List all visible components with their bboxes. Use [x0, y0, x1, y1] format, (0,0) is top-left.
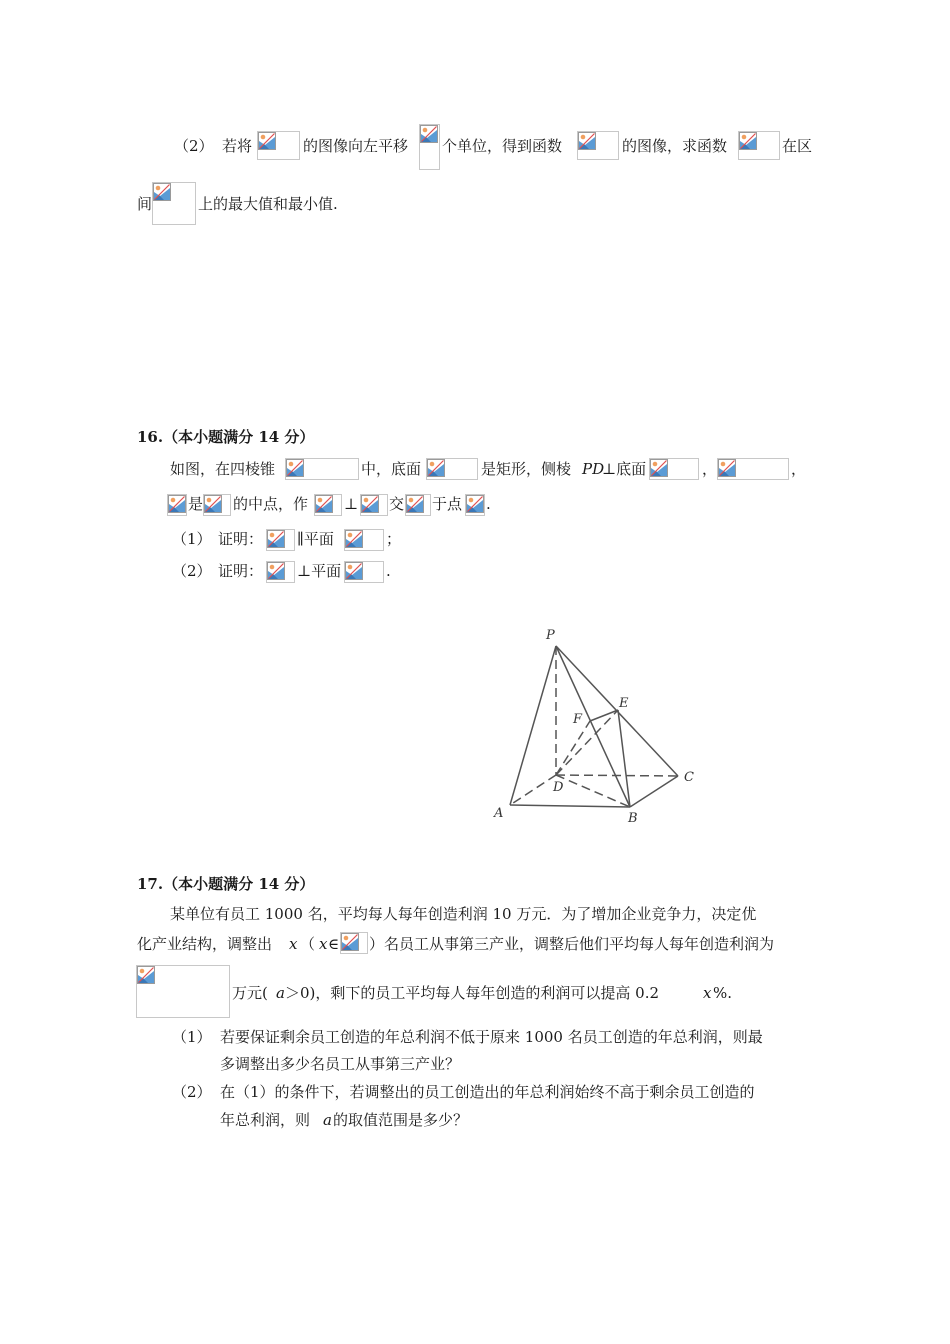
formula-image	[577, 131, 619, 160]
q16-text: ∥平面	[297, 530, 334, 548]
q17-title: 17.（本小题满分 14 分）	[137, 875, 315, 893]
q17-text: ）名员工从事第三产业，调整后他们平均每人每年创造利润为	[369, 935, 775, 953]
q17-text: （	[300, 935, 316, 953]
q16-text: ，	[702, 460, 718, 478]
edge-ab	[510, 805, 630, 807]
q17-text: ＞0)，剩下的员工平均每人每年创造的利润可以提高 0.2	[285, 984, 660, 1002]
q17-part1-label: （1）	[172, 1028, 212, 1046]
formula-image	[266, 561, 295, 583]
broken-image-icon	[345, 530, 363, 548]
broken-image-icon	[267, 530, 285, 548]
q16-text: .	[386, 562, 391, 580]
formula-image	[340, 932, 368, 954]
q17-text: 年总利润，则	[220, 1111, 311, 1129]
formula-image	[465, 494, 485, 516]
q17-line1: 某单位有员工 1000 名，平均每人每年创造利润 10 万元．为了增加企业竞争力，决定优	[170, 905, 757, 923]
broken-image-icon	[267, 562, 285, 580]
q16-pd: PD	[582, 460, 605, 478]
broken-image-icon	[420, 125, 438, 143]
q15-text: 的图像，求函数	[622, 137, 728, 155]
broken-image-icon	[341, 933, 359, 951]
q16-text: 是	[188, 495, 204, 513]
q17-var-x: x	[703, 984, 712, 1002]
broken-image-icon	[466, 495, 484, 513]
q16-text: ⊥	[344, 495, 359, 513]
broken-image-icon	[168, 495, 186, 513]
q17-var-a: a	[276, 984, 285, 1002]
formula-image	[344, 561, 384, 583]
q17-var-x: x	[289, 935, 298, 953]
label-e: E	[619, 696, 629, 711]
broken-image-icon	[650, 459, 668, 477]
formula-image	[285, 458, 359, 480]
q16-text: 交	[389, 495, 405, 513]
q17-var-x: x	[319, 935, 328, 953]
label-c: C	[684, 770, 694, 785]
q15-text: 在区	[782, 137, 813, 155]
formula-image	[136, 965, 230, 1018]
edge-db	[556, 775, 630, 807]
formula-image	[360, 494, 388, 516]
q16-text: 的中点，作	[233, 495, 309, 513]
label-p: P	[546, 628, 555, 643]
broken-image-icon	[739, 132, 757, 150]
edge-dc	[556, 775, 678, 776]
q16-text: 证明：	[218, 562, 264, 580]
pyramid-figure	[480, 618, 710, 833]
edge-ef	[590, 710, 618, 721]
q17-text: 在（1）的条件下，若调整出的员工创造出的年总利润始终不高于剩余员工创造的	[220, 1083, 755, 1101]
q16-text: 是矩形，侧棱	[481, 460, 572, 478]
q15-text: 上的最大值和最小值.	[198, 195, 338, 213]
q16-text: 中，底面	[361, 460, 422, 478]
broken-image-icon	[427, 459, 445, 477]
edge-pb	[556, 646, 630, 807]
q15-text: 的图像向左平移	[303, 137, 409, 155]
q16-part1-label: （1）	[172, 530, 212, 548]
label-a: A	[494, 806, 504, 821]
label-b: B	[628, 811, 638, 826]
formula-image	[266, 529, 295, 551]
broken-image-icon	[406, 495, 424, 513]
edge-df	[556, 721, 590, 775]
formula-image	[203, 494, 231, 516]
q16-text: 证明：	[218, 530, 264, 548]
q16-text: 于点	[432, 495, 463, 513]
formula-image	[257, 131, 300, 160]
q17-var-a: a	[323, 1111, 332, 1129]
broken-image-icon	[204, 495, 222, 513]
formula-image	[717, 458, 789, 480]
q15-text: 间	[137, 195, 153, 213]
q15-part2-label: （2）	[174, 137, 214, 155]
q17-text: %.	[713, 984, 733, 1002]
broken-image-icon	[345, 562, 363, 580]
broken-image-icon	[286, 459, 304, 477]
formula-image	[738, 131, 780, 160]
formula-image	[152, 182, 196, 225]
formula-image	[649, 458, 699, 480]
q16-text: ⊥底面	[602, 460, 647, 478]
broken-image-icon	[361, 495, 379, 513]
q17-text: 化产业结构，调整出	[137, 935, 273, 953]
q16-text: ；	[386, 530, 402, 548]
q17-text: 若要保证剩余员工创造的年总利润不低于原来 1000 名员工创造的年总利润，则最	[220, 1028, 763, 1046]
q17-text: 的取值范围是多少？	[333, 1111, 469, 1129]
label-d: D	[553, 780, 564, 795]
q16-text: ，	[791, 460, 807, 478]
formula-image	[405, 494, 431, 516]
broken-image-icon	[153, 183, 171, 201]
formula-image	[167, 494, 187, 516]
formula-image	[314, 494, 342, 516]
formula-image	[426, 458, 478, 480]
broken-image-icon	[258, 132, 276, 150]
q17-text: ∈	[328, 935, 340, 953]
q16-title: 16.（本小题满分 14 分）	[137, 428, 315, 446]
broken-image-icon	[578, 132, 596, 150]
broken-image-icon	[718, 459, 736, 477]
broken-image-icon	[137, 966, 155, 984]
q17-text: 多调整出多少名员工从事第三产业？	[220, 1055, 461, 1073]
formula-image	[344, 529, 384, 551]
q15-text: 若将	[222, 137, 253, 155]
q17-text: 万元(	[232, 984, 268, 1002]
edge-bc	[630, 776, 678, 807]
label-f: F	[573, 712, 583, 727]
broken-image-icon	[315, 495, 333, 513]
q17-part2-label: （2）	[172, 1083, 212, 1101]
q15-text: 个单位，得到函数	[442, 137, 563, 155]
edge-pa	[510, 646, 556, 805]
q16-text: 如图，在四棱锥	[170, 460, 276, 478]
q16-part2-label: （2）	[172, 562, 212, 580]
edge-de	[556, 710, 618, 775]
q16-text: ⊥平面	[297, 562, 342, 580]
q16-text: .	[486, 495, 491, 513]
formula-image	[419, 124, 440, 170]
